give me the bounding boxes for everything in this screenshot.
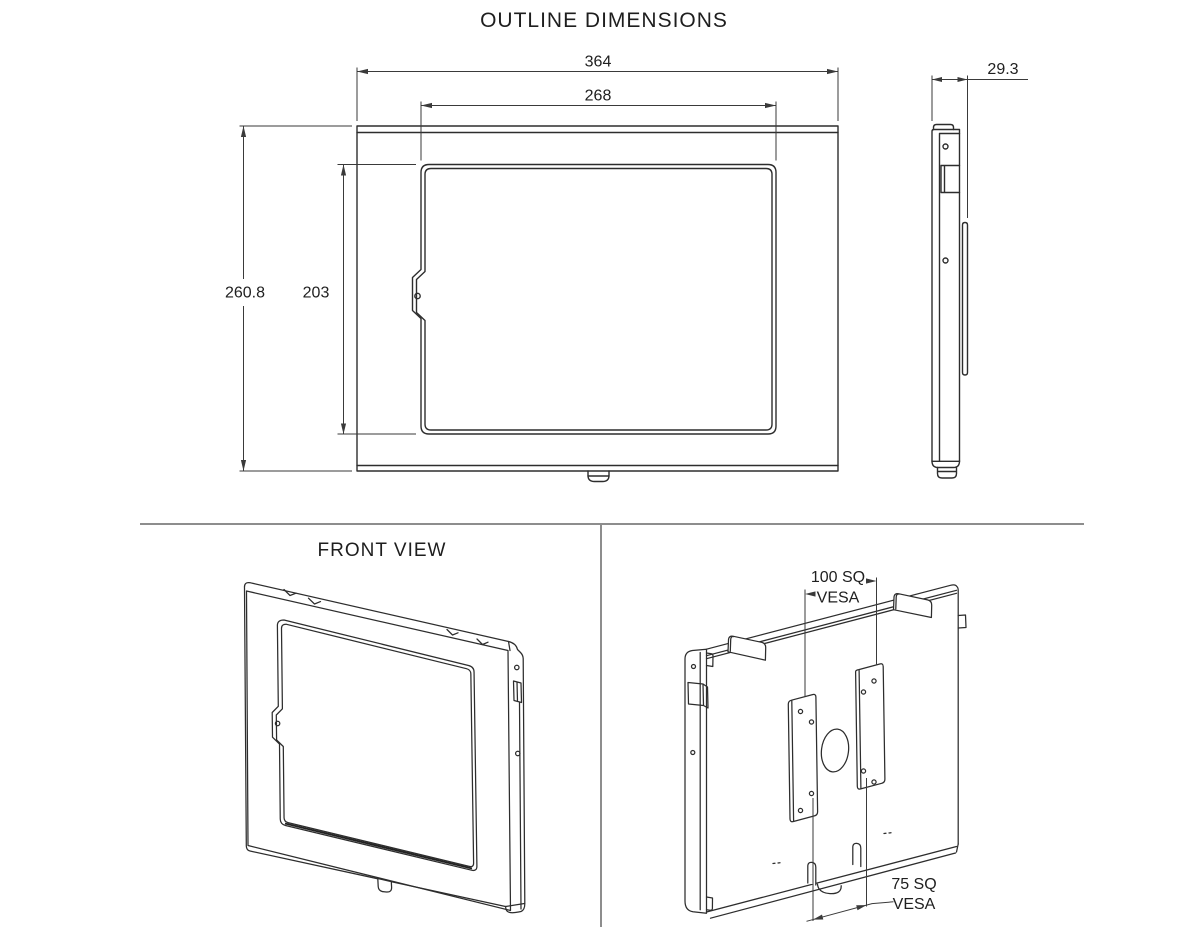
rear-right-edge-notch xyxy=(958,615,966,628)
rear-strip-hook-bottom xyxy=(707,897,713,910)
dimension-vesa-75 xyxy=(807,778,937,921)
outline-dimensions-title: OUTLINE DIMENSIONS xyxy=(480,9,728,32)
edge-latch-slot xyxy=(514,681,522,703)
enclosure-iso-front xyxy=(244,583,524,913)
hinge-tab-left xyxy=(728,636,766,660)
iso-front-face xyxy=(247,591,511,911)
vesa-75-label-top: 75 SQ xyxy=(891,876,937,893)
side-foot xyxy=(938,468,957,479)
enclosure-front-outline xyxy=(357,126,838,482)
vesa-75-label-bottom: VESA xyxy=(892,896,936,913)
edge-screw-hole-top xyxy=(515,665,519,669)
rear-bottom-tab-left xyxy=(808,862,816,885)
section-divider-horizontal xyxy=(140,523,1084,525)
camera-hole xyxy=(415,293,420,298)
side-latch xyxy=(941,166,960,193)
rear-edge-hole-bottom xyxy=(691,751,695,755)
enclosure-side-outline xyxy=(932,125,968,479)
side-screw-hole-top xyxy=(943,144,948,149)
dim-label-260-8: 260.8 xyxy=(224,284,266,302)
outline-front-view-drawing xyxy=(180,45,880,505)
screen-opening-outer xyxy=(413,165,777,435)
cable-hole xyxy=(819,728,851,774)
dimension-overall-height xyxy=(225,126,352,471)
dim-label-29-3: 29.3 xyxy=(987,61,1019,78)
dim-label-364: 364 xyxy=(584,53,612,71)
dimension-vesa-100 xyxy=(805,569,877,697)
rear-isometric-view-drawing xyxy=(640,560,980,927)
dimension-screen-width xyxy=(421,88,776,161)
rear-bottom-tab-right xyxy=(853,843,861,866)
dimension-screen-height xyxy=(303,165,416,435)
rear-latch-block xyxy=(688,683,708,709)
iso-screen-opening-outer xyxy=(272,620,477,870)
section-divider-vertical xyxy=(600,525,602,927)
vesa-100-label-top: 100 SQ xyxy=(810,569,866,586)
dim-label-203: 203 xyxy=(302,284,330,302)
vesa-plate-right xyxy=(856,664,885,789)
front-isometric-view-drawing xyxy=(230,565,560,927)
side-screw-hole-mid xyxy=(943,258,948,263)
dimension-depth xyxy=(932,61,1028,218)
hinge-tab-right xyxy=(894,594,932,618)
enclosure-iso-rear xyxy=(685,585,966,918)
vesa-100-label-bottom: VESA xyxy=(816,589,860,607)
outline-side-view-drawing xyxy=(900,55,1040,495)
iso-front-silhouette xyxy=(244,583,524,913)
side-vesa-plate xyxy=(963,223,968,376)
front-view-title: FRONT VIEW xyxy=(317,540,447,561)
screen-opening-inner xyxy=(417,169,773,431)
dim-label-268: 268 xyxy=(584,87,612,105)
rear-top-band xyxy=(707,585,959,844)
rear-edge-hole-top xyxy=(692,665,696,669)
